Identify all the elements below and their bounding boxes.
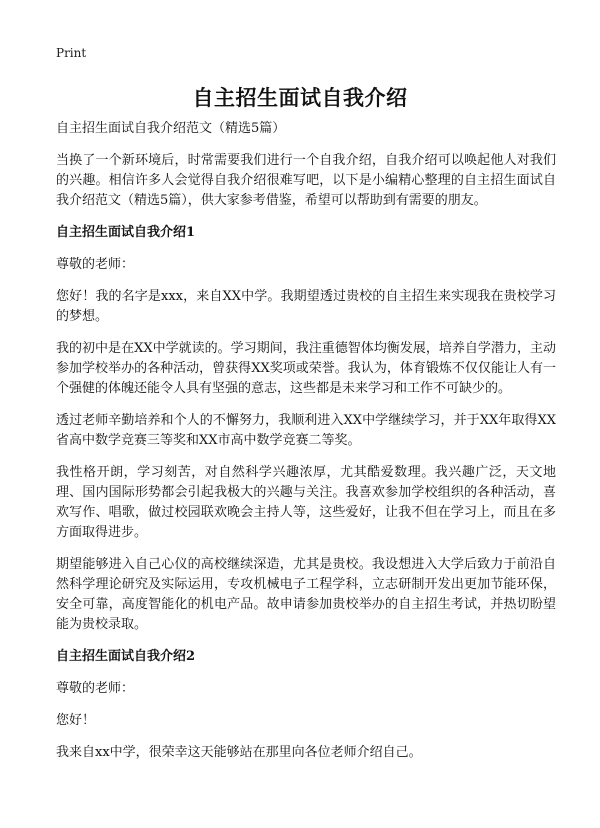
body-paragraph: 我的初中是在XX中学就读的。学习期间，我注重德智体均衡发展，培养自学潜力，主动参加学校举办的各种活动，曾获得XX奖项或荣誉。我认为，体育锻炼不仅仅能让人有一个强健的体魄还能令人具有坚强的意志，这些都是未来学习和工作不可缺少的。 <box>56 341 556 396</box>
salutation: 尊敬的老师： <box>56 257 135 272</box>
salutation: 尊敬的老师： <box>56 681 135 696</box>
intro-paragraph: 当换了一个新环境后，时常需要我们进行一个自我介绍，自我介绍可以唤起他人对我们的兴趣。相信许多人会觉得自我介绍很难写吧，以下是小编精心整理的自主招生面试自我介绍范文（精选5篇），供大家参考借鉴，希望可以帮助到有需要的朋友。 <box>56 153 556 208</box>
section-heading: 自主招生面试自我介绍2 <box>56 649 196 664</box>
body-paragraph: 透过老师辛勤培养和个人的不懈努力，我顺利进入XX中学继续学习，并于XX年取得XX省高中数学竞赛三等奖和XX市高中数学竞赛二等奖。 <box>56 413 556 448</box>
section-heading: 自主招生面试自我介绍1 <box>56 225 196 240</box>
body-paragraph: 我来自xx中学，很荣幸这天能够站在那里向各位老师介绍自己。 <box>56 745 422 760</box>
greeting: 您好！ <box>56 713 96 728</box>
body-paragraph: 您好！我的名字是xxx，来自XX中学。我期望透过贵校的自主招生来实现我在贵校学习的梦想。 <box>56 289 556 324</box>
page-title: 自主招生面试自我介绍 <box>192 85 408 110</box>
document-subtitle: 自主招生面试自我介绍范文（精选5篇） <box>56 121 286 136</box>
print-link[interactable]: Print <box>56 46 87 60</box>
document-body <box>56 119 556 775</box>
body-paragraph: 期望能够进入自己心仪的高校继续深造，尤其是贵校。我设想进入大学后致力于前沿自然科学理论研究及实际运用，专攻机械电子工程学科，立志研制开发出更加节能环保，安全可靠，高度智能化的机电产品。故申请参加贵校举办的自主招生考试，并热切盼望能为贵校录取。 <box>56 557 556 632</box>
body-paragraph: 我性格开朗，学习刻苦，对自然科学兴趣浓厚，尤其酷爱数理。我兴趣广泛，天文地理、国内国际形势都会引起我极大的兴趣与关注。我喜欢参加学校组织的各种活动，喜欢写作、唱歌，做过校园联欢晚会主持人等，这些爱好，让我不但在学习上，而且在多方面取得进步。 <box>56 465 556 540</box>
